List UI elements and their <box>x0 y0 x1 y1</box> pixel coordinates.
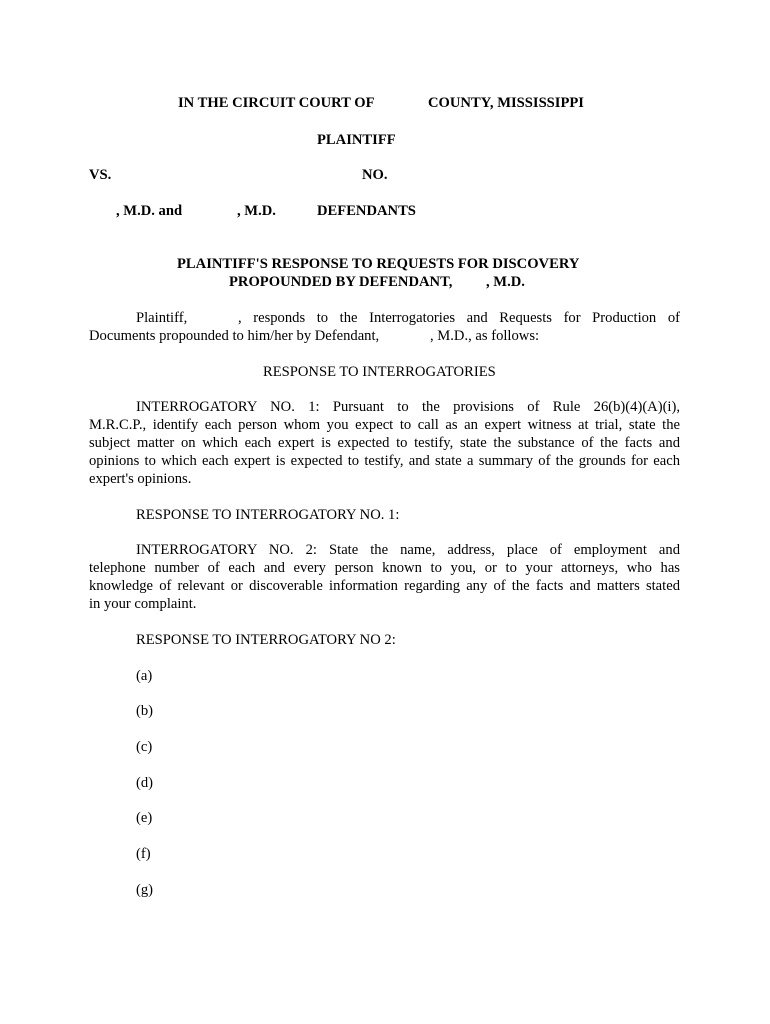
defendants-label: DEFENDANTS <box>317 203 416 219</box>
intro-plaintiff-label: Plaintiff, <box>136 310 188 326</box>
response-2-item-a: (a) <box>136 668 153 684</box>
interrogatory-1-line2: M.R.C.P., identify each person whom you expect to call as an expert witness at trial, state the <box>89 417 680 433</box>
interrogatory-2-line3: knowledge of relevant or discoverable information regarding any of the facts and matters stated <box>89 578 680 594</box>
interrogatory-1-line5: expert's opinions. <box>89 471 192 487</box>
response-2-heading: RESPONSE TO INTERROGATORY NO 2: <box>136 632 396 648</box>
response-1-heading: RESPONSE TO INTERROGATORY NO. 1: <box>136 507 400 523</box>
response-2-item-d: (d) <box>136 775 154 791</box>
interrogatory-1-line3: subject matter on which each expert is expected to testify, state the substance of the facts and <box>89 435 680 451</box>
interrogatory-1-line1: INTERROGATORY NO. 1: Pursuant to the provisions of Rule 26(b)(4)(A)(i), <box>136 399 680 415</box>
intro-line1-rest: , responds to the Interrogatories and Requests for Production of <box>238 310 680 326</box>
interrogatory-2-line2: telephone number of each and every person known to you, or to your attorneys, who has <box>89 560 680 576</box>
document-title-line2-right: , M.D. <box>486 274 525 290</box>
interrogatory-2-line4: in your complaint. <box>89 596 197 612</box>
plaintiff-label: PLAINTIFF <box>317 132 396 148</box>
case-number-label: NO. <box>362 167 388 183</box>
court-name-left: IN THE CIRCUIT COURT OF <box>178 95 375 111</box>
response-2-item-b: (b) <box>136 703 154 719</box>
response-2-item-f: (f) <box>136 846 151 862</box>
defendant-2: , M.D. <box>237 203 276 219</box>
intro-line2-b: , M.D., as follows: <box>430 328 540 344</box>
defendant-1: , M.D. and <box>116 203 183 219</box>
response-2-item-c: (c) <box>136 739 153 755</box>
document-title-line1: PLAINTIFF'S RESPONSE TO REQUESTS FOR DISCOVERY <box>177 256 580 272</box>
response-2-item-g: (g) <box>136 882 154 898</box>
intro-line2-a: Documents propounded to him/her by Defendant, <box>89 328 380 344</box>
document-title-line2-left: PROPOUNDED BY DEFENDANT, <box>229 274 453 290</box>
interrogatory-2-line1: INTERROGATORY NO. 2: State the name, address, place of employment and <box>136 542 680 558</box>
interrogatory-1-line4: opinions to which each expert is expected to testify, and state a summary of the grounds for each <box>89 453 680 469</box>
response-2-item-e: (e) <box>136 810 153 826</box>
court-name-right: COUNTY, MISSISSIPPI <box>428 95 584 111</box>
section-heading: RESPONSE TO INTERROGATORIES <box>263 364 496 380</box>
versus-label: VS. <box>89 167 112 183</box>
